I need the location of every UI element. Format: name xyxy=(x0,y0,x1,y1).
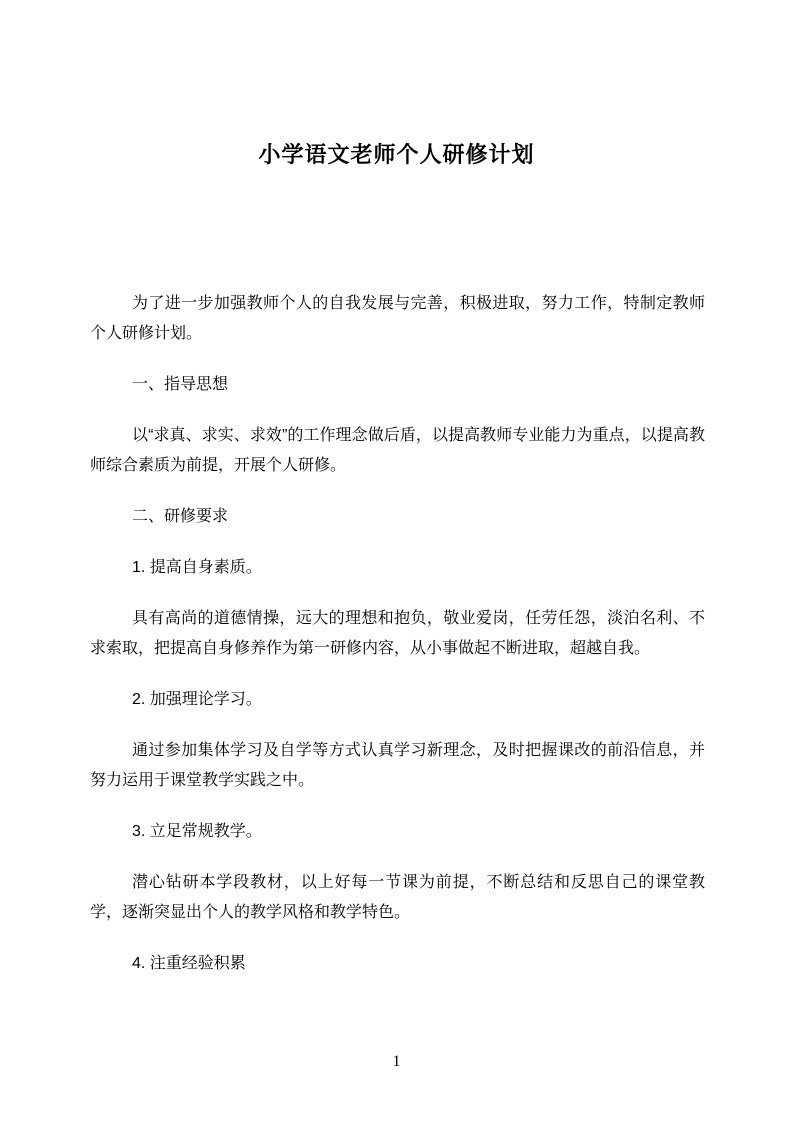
paragraph-item-1: 具有高尚的道德情操，远大的理想和抱负，敬业爱岗，任劳任怨，淡泊名利、不求索取，把提高自身修养作为第一研修内容，从小事做起不断进取，超越自我。 xyxy=(90,610,705,657)
section-heading-1: 一、指导思想 xyxy=(132,376,229,393)
paragraph-intro: 为了进一步加强教师个人的自我发展与完善，积极进取，努力工作，特制定教师个人研修计划。 xyxy=(90,295,705,342)
list-item-3: 3. 立足常规教学。 xyxy=(132,823,262,840)
document-title: 小学语文老师个人研修计划 xyxy=(258,142,535,167)
paragraph-guiding: 以“求真、求实、求效”的工作理念做后盾，以提高教师专业能力为重点，以提高教师综合素质为前提，开展个人研修。 xyxy=(90,427,705,474)
list-item-4: 4. 注重经验积累 xyxy=(132,955,246,972)
page-number: 1 xyxy=(392,1053,401,1070)
list-item-1: 1. 提高自身素质。 xyxy=(132,559,262,576)
document-body xyxy=(90,289,705,979)
list-item-2: 2. 加强理论学习。 xyxy=(132,691,262,708)
section-heading-2: 二、研修要求 xyxy=(132,508,229,525)
paragraph-item-3: 潜心钻研本学段教材，以上好每一节课为前提，不断总结和反思自己的课堂教学，逐渐突显出个人的教学风格和教学特色。 xyxy=(90,874,705,921)
paragraph-item-2: 通过参加集体学习及自学等方式认真学习新理念，及时把握课改的前沿信息，并努力运用于课堂教学实践之中。 xyxy=(90,742,705,789)
